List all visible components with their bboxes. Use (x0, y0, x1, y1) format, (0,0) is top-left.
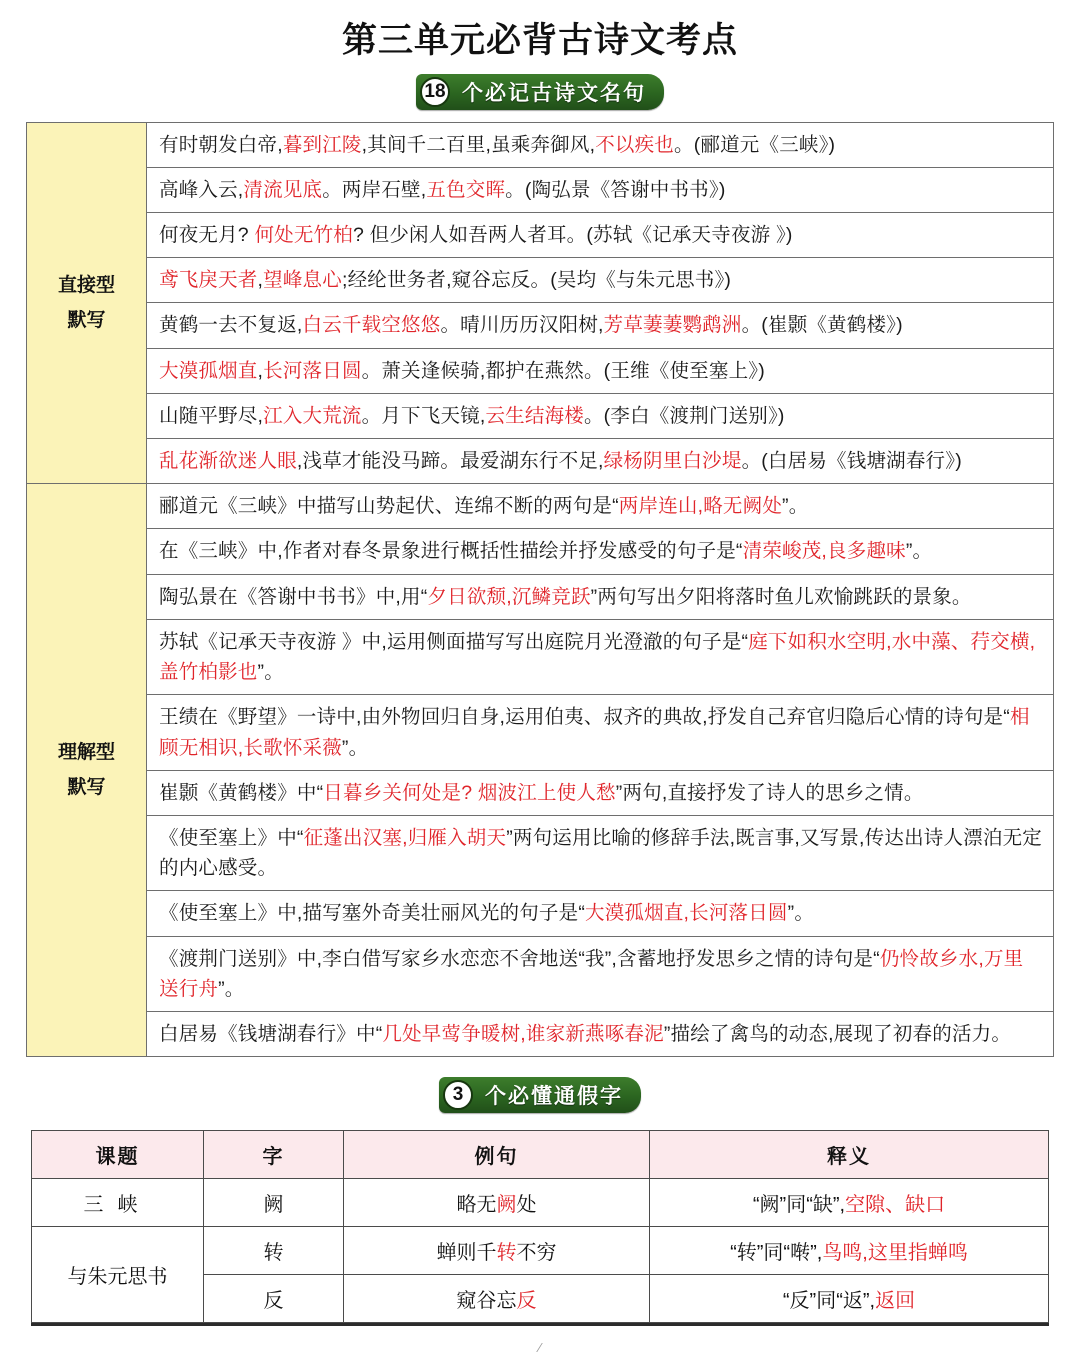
table-row (27, 167, 1054, 212)
table-row (27, 816, 1054, 891)
table-row (27, 484, 1054, 529)
section-badge-2 (439, 1077, 641, 1113)
poetry-line: 《使至塞上》中“征蓬出汉塞,归雁入胡天”两句运用比喻的修辞手法,既言事,又写景,传达出诗人漂泊无定的内心感受。 (147, 816, 1054, 891)
table-row (27, 936, 1054, 1011)
poetry-line: 乱花渐欲迷人眼,浅草才能没马蹄。最爱湖东行不足,绿杨阴里白沙堤。(白居易《钱塘湖春行》) (147, 439, 1054, 484)
table-row (27, 393, 1054, 438)
section-badge-2-wrap (26, 1077, 1054, 1113)
table-row (27, 439, 1054, 484)
table-row (27, 619, 1054, 694)
poetry-line: 王绩在《野望》一诗中,由外物回归自身,运用伯夷、叔齐的典故,抒发自己弃官归隐后心情的诗句是“相顾无相识,长歌怀采薇”。 (147, 695, 1054, 770)
page-title: 第三单元必背古诗文考点 (341, 21, 738, 60)
poetry-line: 苏轼《记承天寺夜游 》中,运用侧面描写写出庭院月光澄澈的句子是“庭下如积水空明,水中藻、荇交横,盖竹柏影也”。 (147, 619, 1054, 694)
table-row (27, 695, 1054, 770)
poetry-line: 山随平野尽,江入大荒流。月下飞天镜,云生结海楼。(李白《渡荆门送别》) (147, 393, 1054, 438)
tongjia-character: 阙 (204, 1179, 344, 1227)
poetry-line: 白居易《钱塘湖春行》中“几处早莺争暖树,谁家新燕啄春泥”描绘了禽鸟的动态,展现了初春的活力。 (147, 1012, 1054, 1057)
poetry-line: 高峰入云,清流见底。两岸石壁,五色交晖。(陶弘景《答谢中书书》) (147, 167, 1054, 212)
table-row (27, 770, 1054, 815)
tongjia-character: 反 (204, 1275, 344, 1323)
table-row (27, 122, 1054, 167)
category-label-direct: 直接型 默写 (27, 122, 147, 484)
tongjia-header-row (32, 1131, 1049, 1179)
poetry-line: 陶弘景在《答谢中书书》中,用“夕日欲颓,沉鳞竞跃”两句写出夕阳将落时鱼儿欢愉跳跃的景象。 (147, 574, 1054, 619)
poetry-line: 崔颢《黄鹤楼》中“日暮乡关何处是? 烟波江上使人愁”两句,直接抒发了诗人的思乡之情。 (147, 770, 1054, 815)
table-row (27, 348, 1054, 393)
badge-count-18: 18 (420, 77, 450, 107)
table-row (27, 529, 1054, 574)
tongjia-example: 窥谷忘反 (344, 1275, 650, 1323)
poetry-line: 《使至塞上》中,描写塞外奇美壮丽风光的句子是“大漠孤烟直,长河落日圆”。 (147, 891, 1054, 936)
poetry-line: 鸢飞戾天者,望峰息心;经纶世务者,窥谷忘反。(吴均《与朱元思书》) (147, 258, 1054, 303)
poetry-line: 有时朝发白帝,暮到江陵,其间千二百里,虽乘奔御风,不以疾也。(郦道元《三峡》) (147, 122, 1054, 167)
table-row (27, 574, 1054, 619)
badge-label-2: 个必懂通假字 (485, 1085, 623, 1109)
badge-label-1: 个必记古诗文名句 (462, 81, 646, 105)
table-row (27, 891, 1054, 936)
poetry-line: 《渡荆门送别》中,李白借写家乡水恋恋不舍地送“我”,含蓄地抒发思乡之情的诗句是“仍怜故乡水,万里送行舟”。 (147, 936, 1054, 1011)
tongjia-example: 蝉则千转不穷 (344, 1227, 650, 1275)
table-row (27, 258, 1054, 303)
badge-count-3: 3 (443, 1080, 473, 1110)
section-badge-1-wrap (26, 74, 1054, 110)
tongjia-meaning: “反”同“返”,返回 (650, 1275, 1049, 1323)
poetry-line: 何夜无月? 何处无竹柏? 但少闲人如吾两人者耳。(苏轼《记承天寺夜游 》) (147, 212, 1054, 257)
tongjia-characters-table (31, 1130, 1049, 1323)
poetry-line: 大漠孤烟直,长河落日圆。萧关逢候骑,都护在燕然。(王维《使至塞上》) (147, 348, 1054, 393)
table-row (27, 1012, 1054, 1057)
poetry-memorization-table (26, 122, 1054, 1058)
tongjia-row (32, 1227, 1049, 1275)
page-footer-mark: ⁄ (538, 1340, 542, 1355)
category-label-comprehension: 理解型 默写 (27, 484, 147, 1057)
tongjia-character: 转 (204, 1227, 344, 1275)
tongjia-example: 略无阙处 (344, 1179, 650, 1227)
tongjia-meaning: “阙”同“缺”,空隙、缺口 (650, 1179, 1049, 1227)
table-row (27, 303, 1054, 348)
tongjia-meaning: “转”同“啭”,鸟鸣,这里指蝉鸣 (650, 1227, 1049, 1275)
tongjia-lesson: 与朱元思书 (32, 1227, 204, 1323)
poetry-line: 黄鹤一去不复返,白云千载空悠悠。晴川历历汉阳树,芳草萋萋鹦鹉洲。(崔颢《黄鹤楼》) (147, 303, 1054, 348)
table-bottom-rule (31, 1323, 1049, 1326)
section-badge-1 (416, 74, 664, 110)
table-row (27, 212, 1054, 257)
tongjia-col-header-1: 字 (204, 1131, 344, 1179)
tongjia-lesson: 三峡 (32, 1179, 204, 1227)
tongjia-row (32, 1179, 1049, 1227)
tongjia-col-header-2: 例句 (344, 1131, 650, 1179)
tongjia-col-header-0: 课题 (32, 1131, 204, 1179)
tongjia-col-header-3: 释义 (650, 1131, 1049, 1179)
poetry-line: 郦道元《三峡》中描写山势起伏、连绵不断的两句是“两岸连山,略无阙处”。 (147, 484, 1054, 529)
poetry-line: 在《三峡》中,作者对春冬景象进行概括性描绘并抒发感受的句子是“清荣峻茂,良多趣味”。 (147, 529, 1054, 574)
